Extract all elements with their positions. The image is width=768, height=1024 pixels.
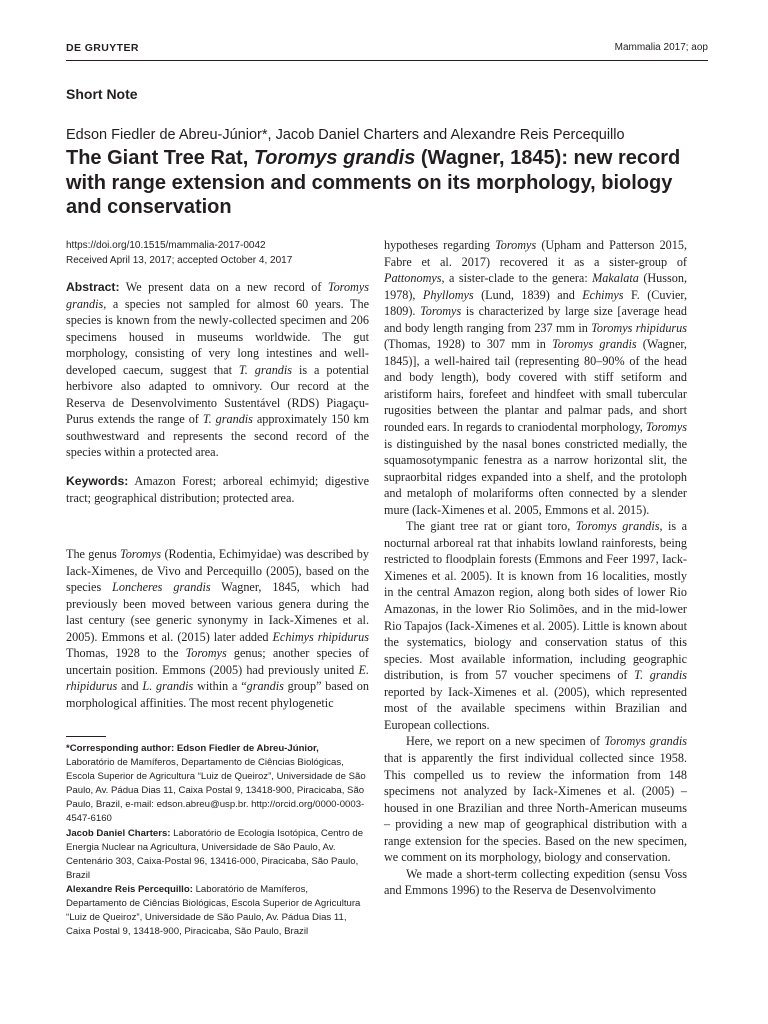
journal-citation: Mammalia 2017; aop <box>614 42 708 53</box>
paragraph: The giant tree rat or giant toro, Toromys grandis, is a nocturnal arboreal rat that inhabits lowland rainforests, being restricted to floodplain forests (Emmons and Feer 1997, Iack-Ximenes et al. 2005). It is known from 16 localities, mostly in the central Amazon region, along both sides of lower Rio Amazonas, in the lower Rio Solimões, and in the mid-lower Rio Tapajos (Iack-Ximenes et al. 2005). Little is known about the systematics, biology and conservation status of this species. Most available information, including geographic distribution, is from 57 voucher specimens of T. grandis reported by Iack-Ximenes et al. (2005), which represented most of the available specimens within Brazilian and European collections. <box>384 519 687 732</box>
author-list: Edson Fiedler de Abreu-Júnior*, Jacob Daniel Charters and Alexandre Reis Percequillo <box>66 127 625 143</box>
author-2-affiliation: Jacob Daniel Charters: Laboratório de Ecologia Isotópica, Centro de Energia Nuclear na Agricultura, Universidade de São Paulo, Av. Centenário 303, Caixa-Postal 96, 13416-000, Piracicaba, São Paulo, Brazil <box>66 827 364 881</box>
body-text-right <box>384 237 687 899</box>
keywords-label: Keywords: <box>66 474 129 488</box>
publisher-logo: DE GRUYTER <box>66 42 139 54</box>
abstract: Abstract: We present data on a new record of Toromys grandis, a species not sampled for almost 60 years. The species is known from the newly-collected specimen and 206 specimens housed in museums worldwide. The gut morphology, consisting of very long intestines and well-developed caecum, suggest that T. grandis is a potential herbivore also adapted to omnivory. Our record at the Reserva de Desenvolvimento Sustentável (RDS) Piagaçu-Purus extends the range of T. grandis approximately 150 km southwestward and represents the second record of the species within a protected area. <box>66 280 369 460</box>
paragraph: hypotheses regarding Toromys (Upham and Patterson 2015, Fabre et al. 2017) recovered it as a sister-group of Pattonomys, a sister-clade to the genera: Makalata (Husson, 1978), Phyllomys (Lund, 1839) and Echimys F. (Cuvier, 1809). Toromys is characterized by large size [average head and body length ranging from 237 mm in Toromys rhipidurus (Thomas, 1928) to 307 mm in Toromys grandis (Wagner, 1845)], a well-haired tail (representing 80–90% of the head and body length), body covered with stiff setiform and aristiform hairs, forefeet and hindfeet with small tubercular rugosities between the plantar and palmar pads, and short rounded ears. In regards to craniodental morphology, Toromys is distinguished by the nasal bones constricted medially, the squamosotympanic fenestra as a narrow horizontal slit, the supraorbital ridges expanded into a shelf, and the protoloph and metaloph of molariforms often connected by a slender mure (Iack-Ximenes et al. 2005, Emmons et al. 2015). <box>384 238 688 517</box>
body-text-left: The genus Toromys (Rodentia, Echimyidae) was described by Iack-Ximenes, de Vivo and Percequillo (2005), based on the species Loncheres grandis Wagner, 1845, which had previously been moved between various genera during the last century (see generic synonymy in Iack-Ximenes et al. 2005). Emmons et al. (2015) later added Echimys rhipidurus Thomas, 1928 to the Toromys genus; another species of uncertain position. Emmons (2005) had previously united E. rhipidurus and L. grandis within a “grandis group” based on morphological affinities. The most recent phylogenetic <box>66 547 369 710</box>
article-title: The Giant Tree Rat, Toromys grandis (Wagner, 1845): new record with range extension and comments on its morphology, biology and conservation <box>66 147 681 218</box>
header-rule <box>66 60 708 61</box>
paragraph: Here, we report on a new specimen of Toromys grandis that is apparently the first individual collected since 1958. This compelled us to review the information from 148 specimens not analyzed by Iack-Ximenes et al. (2005) – housed in one Brazilian and three North-American museums – providing a new map of geographical distribution with a range extension for the species. Based on the new specimen, we comment on its morphology, biology and conservation. <box>384 734 687 865</box>
author-3-affiliation: Alexandre Reis Percequillo: Laboratório de Mamíferos, Departamento de Ciências Biológicas, Escola Superior de Agricultura “Luiz de Queiroz”, Universidade de São Paulo, Av. Pádua Dias 11, Caixa Postal 9, 13418-900, Piracicaba, São Paulo, Brazil <box>66 883 361 938</box>
footnote-rule <box>66 736 106 737</box>
author-affiliations <box>66 742 366 939</box>
abstract-label: Abstract: <box>66 280 120 294</box>
received-dates: Received April 13, 2017; accepted October 4, 2017 <box>66 255 293 266</box>
article-type-label: Short Note <box>66 86 138 102</box>
keywords: Keywords: Amazon Forest; arboreal echimyid; digestive tract; geographical distribution; protected area. <box>66 474 369 505</box>
paragraph: We made a short-term collecting expedition (sensu Voss and Emmons 1996) to the Reserva de Desenvolvimento <box>384 866 687 898</box>
doi-link[interactable]: https://doi.org/10.1515/mammalia-2017-0042 <box>66 240 266 251</box>
corresponding-author-note: *Corresponding author: Edson Fiedler de Abreu-Júnior, Laboratório de Mamíferos, Departamento de Ciências Biológicas, Escola Superior de Agricultura “Luiz de Queiroz”, Universidade de São Paulo, Av. Pádua Dias 11, Caixa Postal 9, 13418-900, Piracicaba, São Paulo, Brazil, e-mail: edson.abreu@usp.br. http://orcid.org/0000-0003-4547-6160 <box>66 743 366 825</box>
